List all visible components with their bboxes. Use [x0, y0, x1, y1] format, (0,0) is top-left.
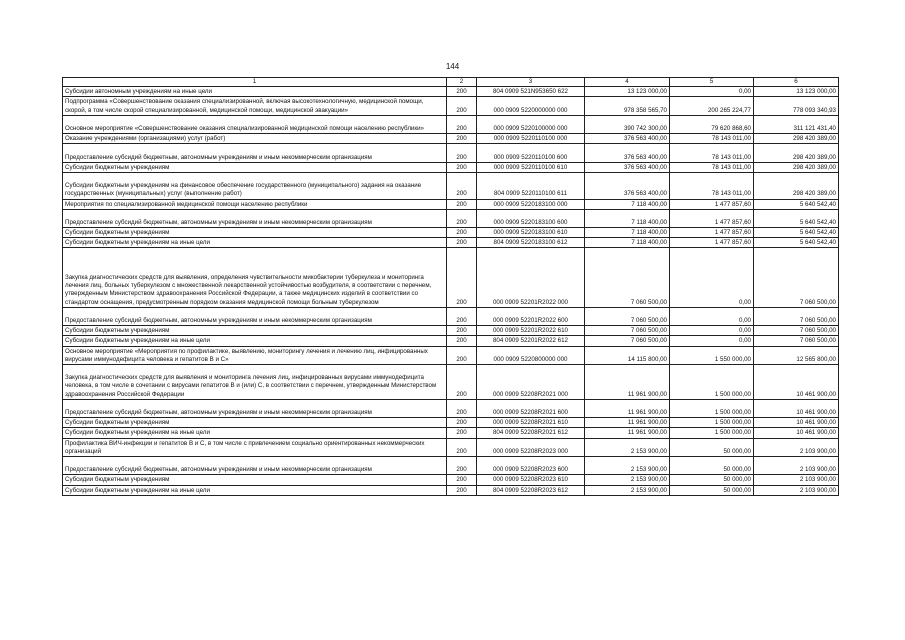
row-executed-cell: 0,00	[670, 307, 754, 325]
row-classification-cell: 000 0909 52208R2023 610	[477, 475, 585, 485]
row-name-cell: Субсидии бюджетным учреждениям на иные цели	[63, 485, 447, 495]
row-code-cell: 200	[447, 428, 477, 438]
table-row	[63, 134, 839, 144]
row-code-cell: 200	[447, 399, 477, 417]
row-amount-cell: 978 358 565,70	[585, 97, 670, 115]
row-classification-cell: 000 0909 5220800000 000	[477, 346, 585, 364]
row-remainder-cell: 2 103 900,00	[754, 456, 839, 474]
table-row	[63, 162, 839, 172]
row-remainder-cell: 5 640 542,40	[754, 238, 839, 248]
row-classification-cell: 000 0909 5220110100 000	[477, 134, 585, 144]
row-executed-cell: 0,00	[670, 248, 754, 307]
table-row	[63, 238, 839, 248]
row-code-cell: 200	[447, 307, 477, 325]
row-executed-cell: 79 620 868,60	[670, 115, 754, 133]
row-name-cell: Оказание учреждениями (организациями) услуг (работ)	[63, 134, 447, 144]
row-remainder-cell: 2 103 900,00	[754, 475, 839, 485]
row-executed-cell: 50 000,00	[670, 456, 754, 474]
row-code-cell: 200	[447, 485, 477, 495]
table-header-row	[63, 78, 839, 87]
row-executed-cell: 1 550 000,00	[670, 346, 754, 364]
row-amount-cell: 7 118 400,00	[585, 209, 670, 227]
row-amount-cell: 11 961 900,00	[585, 418, 670, 428]
row-name-cell: Предоставление субсидий бюджетным, автономным учреждениям и иным некоммерческим организациям	[63, 307, 447, 325]
row-remainder-cell: 298 420 389,00	[754, 134, 839, 144]
table-row	[63, 228, 839, 238]
row-code-cell: 200	[447, 228, 477, 238]
row-code-cell: 200	[447, 134, 477, 144]
row-amount-cell: 13 123 000,00	[585, 87, 670, 97]
row-name-cell: Предоставление субсидий бюджетным, автономным учреждениям и иным некоммерческим организациям	[63, 144, 447, 162]
row-name-cell: Субсидии бюджетным учреждениям	[63, 475, 447, 485]
table-row	[63, 475, 839, 485]
row-classification-cell: 000 0909 5220110100 600	[477, 144, 585, 162]
table-row	[63, 87, 839, 97]
row-name-cell: Профилактика ВИЧ-инфекции и гепатитов В и С, в том числе с привлечением социально ориентированных некоммерческих организаций	[63, 438, 447, 456]
row-executed-cell: 0,00	[670, 326, 754, 336]
row-remainder-cell: 7 060 500,00	[754, 326, 839, 336]
row-name-cell: Закупка диагностических средств для выявления и мониторинга лечения лиц, инфицированных вирусами иммунодефицита человека, в том числе в сочетании с вирусами гепатитов В и (или) С, в соответствии с перечнем, утвержденным Министерством здравоохранения Российской Федерации	[63, 365, 447, 400]
row-name-cell: Субсидии бюджетным учреждениям	[63, 418, 447, 428]
table-row	[63, 365, 839, 400]
row-executed-cell: 1 477 857,60	[670, 209, 754, 227]
row-amount-cell: 7 060 500,00	[585, 248, 670, 307]
row-remainder-cell: 298 420 389,00	[754, 144, 839, 162]
row-classification-cell: 000 0909 5220100000 000	[477, 115, 585, 133]
row-remainder-cell: 10 461 900,00	[754, 399, 839, 417]
row-remainder-cell: 298 420 389,00	[754, 172, 839, 199]
row-name-cell: Закупка диагностических средств для выявления, определения чувствительности микобактерии туберкулеза и мониторинга лечения лиц, больных туберкулезом с множественной лекарственной устойчивостью возбудителя, в соответствии с перечнем, утвержденным Министерством здравоохранения Российской Федерации, а также медицинских изделий в соответствии со стандартом оснащения, предусмотренным порядком оказания медицинской помощи больным туберкулезом	[63, 248, 447, 307]
row-executed-cell: 0,00	[670, 336, 754, 346]
row-name-cell: Предоставление субсидий бюджетным, автономным учреждениям и иным некоммерческим организациям	[63, 456, 447, 474]
row-amount-cell: 7 060 500,00	[585, 336, 670, 346]
row-executed-cell: 78 143 011,00	[670, 144, 754, 162]
row-amount-cell: 376 563 400,00	[585, 144, 670, 162]
row-amount-cell: 11 961 900,00	[585, 428, 670, 438]
row-code-cell: 200	[447, 97, 477, 115]
row-name-cell: Предоставление субсидий бюджетным, автономным учреждениям и иным некоммерческим организациям	[63, 209, 447, 227]
row-amount-cell: 7 118 400,00	[585, 228, 670, 238]
row-remainder-cell: 10 461 900,00	[754, 428, 839, 438]
row-code-cell: 200	[447, 238, 477, 248]
row-executed-cell: 1 500 000,00	[670, 418, 754, 428]
row-classification-cell: 000 0909 5220183100 610	[477, 228, 585, 238]
row-name-cell: Субсидии бюджетным учреждениям на иные цели	[63, 428, 447, 438]
row-remainder-cell: 311 121 431,40	[754, 115, 839, 133]
row-executed-cell: 1 477 857,60	[670, 228, 754, 238]
row-remainder-cell: 12 565 800,00	[754, 346, 839, 364]
row-code-cell: 200	[447, 115, 477, 133]
table-row	[63, 209, 839, 227]
row-executed-cell: 1 500 000,00	[670, 428, 754, 438]
row-code-cell: 200	[447, 87, 477, 97]
row-executed-cell: 1 500 000,00	[670, 365, 754, 400]
row-classification-cell: 000 0909 52208R2023 000	[477, 438, 585, 456]
row-remainder-cell: 7 060 500,00	[754, 336, 839, 346]
row-amount-cell: 7 060 500,00	[585, 326, 670, 336]
table-row	[63, 248, 839, 307]
row-executed-cell: 1 500 000,00	[670, 399, 754, 417]
column-header: 6	[754, 78, 839, 87]
column-header: 3	[477, 78, 585, 87]
row-executed-cell: 50 000,00	[670, 438, 754, 456]
table-row	[63, 172, 839, 199]
row-amount-cell: 2 153 900,00	[585, 475, 670, 485]
row-name-cell: Субсидии бюджетным учреждениям на финансовое обеспечение государственного (муниципального) задания на оказание государственных (муниципальных) услуг (выполнение работ)	[63, 172, 447, 199]
table-row	[63, 326, 839, 336]
row-classification-cell: 000 0909 52201R2022 610	[477, 326, 585, 336]
row-executed-cell: 1 477 857,60	[670, 199, 754, 209]
row-classification-cell: 000 0909 5220183100 600	[477, 209, 585, 227]
row-name-cell: Основное мероприятие «Совершенствование оказания специализированной медицинской помощи населению республики»	[63, 115, 447, 133]
row-amount-cell: 2 153 900,00	[585, 456, 670, 474]
row-name-cell: Субсидии автономным учреждениям на иные цели	[63, 87, 447, 97]
table-row	[63, 97, 839, 115]
table-row	[63, 336, 839, 346]
column-header: 2	[447, 78, 477, 87]
row-classification-cell: 000 0909 5220110100 610	[477, 162, 585, 172]
row-remainder-cell: 5 640 542,40	[754, 209, 839, 227]
row-amount-cell: 376 563 400,00	[585, 172, 670, 199]
row-code-cell: 200	[447, 199, 477, 209]
row-executed-cell: 0,00	[670, 87, 754, 97]
row-executed-cell: 50 000,00	[670, 485, 754, 495]
row-remainder-cell: 5 640 542,40	[754, 199, 839, 209]
row-executed-cell: 78 143 011,00	[670, 172, 754, 199]
row-remainder-cell: 778 093 340,93	[754, 97, 839, 115]
row-remainder-cell: 298 420 389,00	[754, 162, 839, 172]
row-classification-cell: 804 0909 5220110100 611	[477, 172, 585, 199]
row-name-cell: Мероприятия по специализированной медицинской помощи населению республики	[63, 199, 447, 209]
table-row	[63, 199, 839, 209]
row-executed-cell: 78 143 011,00	[670, 162, 754, 172]
row-name-cell: Субсидии бюджетным учреждениям на иные цели	[63, 336, 447, 346]
row-code-cell: 200	[447, 248, 477, 307]
row-amount-cell: 376 563 400,00	[585, 162, 670, 172]
row-name-cell: Основное мероприятие «Мероприятия по профилактике, выявлению, мониторингу лечения и лечению лиц, инфицированных вирусами иммунодефицита человека и гепатитов В и С»	[63, 346, 447, 364]
page-number: 144	[445, 62, 460, 71]
row-remainder-cell: 7 060 500,00	[754, 307, 839, 325]
row-amount-cell: 2 153 900,00	[585, 485, 670, 495]
table-row	[63, 144, 839, 162]
column-header: 1	[63, 78, 447, 87]
row-code-cell: 200	[447, 418, 477, 428]
row-classification-cell: 804 0909 52208R2021 612	[477, 428, 585, 438]
table-body	[63, 87, 839, 496]
row-name-cell: Субсидии бюджетным учреждениям	[63, 326, 447, 336]
row-code-cell: 200	[447, 475, 477, 485]
row-amount-cell: 11 961 900,00	[585, 365, 670, 400]
row-amount-cell: 2 153 900,00	[585, 438, 670, 456]
row-classification-cell: 804 0909 521N953650 622	[477, 87, 585, 97]
row-amount-cell: 14 115 800,00	[585, 346, 670, 364]
row-classification-cell: 000 0909 52208R2021 600	[477, 399, 585, 417]
row-executed-cell: 200 265 224,77	[670, 97, 754, 115]
table-row	[63, 485, 839, 495]
table-row	[63, 428, 839, 438]
row-classification-cell: 000 0909 5220183100 000	[477, 199, 585, 209]
table-row	[63, 115, 839, 133]
row-classification-cell: 804 0909 52201R2022 612	[477, 336, 585, 346]
row-name-cell: Субсидии бюджетным учреждениям на иные цели	[63, 238, 447, 248]
row-name-cell: Субсидии бюджетным учреждениям	[63, 162, 447, 172]
row-remainder-cell: 2 103 900,00	[754, 438, 839, 456]
row-code-cell: 200	[447, 336, 477, 346]
table-row	[63, 456, 839, 474]
row-code-cell: 200	[447, 456, 477, 474]
row-name-cell: Субсидии бюджетным учреждениям	[63, 228, 447, 238]
row-classification-cell: 000 0909 52201R2022 000	[477, 248, 585, 307]
row-amount-cell: 390 742 300,00	[585, 115, 670, 133]
row-code-cell: 200	[447, 346, 477, 364]
row-code-cell: 200	[447, 172, 477, 199]
row-remainder-cell: 5 640 542,40	[754, 228, 839, 238]
row-classification-cell: 804 0909 52208R2023 612	[477, 485, 585, 495]
row-remainder-cell: 2 103 900,00	[754, 485, 839, 495]
row-amount-cell: 11 961 900,00	[585, 399, 670, 417]
row-name-cell: Предоставление субсидий бюджетным, автономным учреждениям и иным некоммерческим организациям	[63, 399, 447, 417]
row-remainder-cell: 10 461 900,00	[754, 418, 839, 428]
row-code-cell: 200	[447, 326, 477, 336]
row-remainder-cell: 7 060 500,00	[754, 248, 839, 307]
row-executed-cell: 1 477 857,60	[670, 238, 754, 248]
row-executed-cell: 50 000,00	[670, 475, 754, 485]
row-classification-cell: 000 0909 52201R2022 600	[477, 307, 585, 325]
row-classification-cell: 000 0909 52208R2021 000	[477, 365, 585, 400]
table-row	[63, 418, 839, 428]
row-executed-cell: 78 143 011,00	[670, 134, 754, 144]
row-classification-cell: 000 0909 52208R2023 600	[477, 456, 585, 474]
row-remainder-cell: 13 123 000,00	[754, 87, 839, 97]
row-code-cell: 200	[447, 162, 477, 172]
row-name-cell: Подпрограмма «Совершенствование оказания специализированной, включая высокотехнологичную, медицинской помощи, скорой, в том числе скорой специализированной, медицинской помощи, медицинской эвакуации»	[63, 97, 447, 115]
row-amount-cell: 376 563 400,00	[585, 134, 670, 144]
row-amount-cell: 7 118 400,00	[585, 238, 670, 248]
row-classification-cell: 000 0909 52208R2021 610	[477, 418, 585, 428]
table-row	[63, 438, 839, 456]
table-row	[63, 346, 839, 364]
row-code-cell: 200	[447, 144, 477, 162]
row-code-cell: 200	[447, 209, 477, 227]
budget-table	[62, 77, 839, 496]
column-header: 5	[670, 78, 754, 87]
row-classification-cell: 804 0909 5220183100 612	[477, 238, 585, 248]
row-code-cell: 200	[447, 365, 477, 400]
table-row	[63, 307, 839, 325]
row-amount-cell: 7 118 400,00	[585, 199, 670, 209]
row-amount-cell: 7 060 500,00	[585, 307, 670, 325]
row-classification-cell: 000 0909 5220000000 000	[477, 97, 585, 115]
table-row	[63, 399, 839, 417]
row-remainder-cell: 10 461 900,00	[754, 365, 839, 400]
row-code-cell: 200	[447, 438, 477, 456]
column-header: 4	[585, 78, 670, 87]
